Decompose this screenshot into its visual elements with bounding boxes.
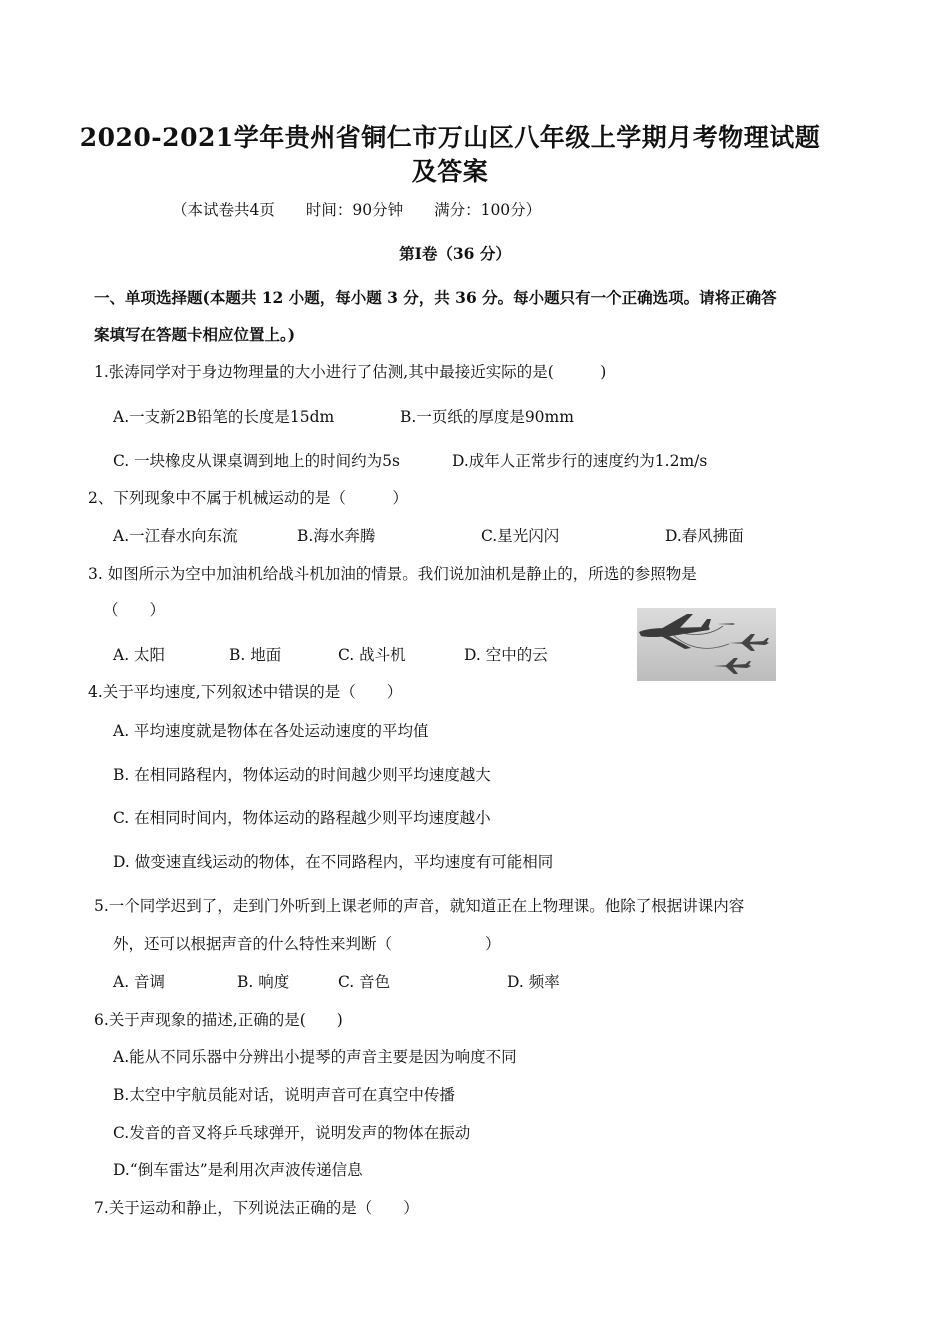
page-title-line2: 及答案 [411, 157, 489, 186]
q1-option-c: C. 一块橡皮从课桌调到地上的时间约为5s [113, 452, 400, 470]
q4-option-d: D. 做变速直线运动的物体，在不同路程内，平均速度有可能相同 [113, 853, 554, 871]
q5-option-a: A. 音调 [113, 973, 166, 991]
q1-option-b: B.一页纸的厚度是90mm [400, 408, 574, 426]
q6-option-a: A.能从不同乐器中分辨出小提琴的声音主要是因为响度不同 [113, 1048, 517, 1066]
section-instruction-line1: 一、单项选择题(本题共 12 小题，每小题 3 分，共 36 分。每小题只有一个正确选项。请将正确答 [94, 288, 777, 307]
exam-info: （本试卷共4页 时间：90分钟 满分：100分） [172, 201, 542, 219]
q5-option-c: C. 音色 [338, 973, 391, 991]
q3-stem: 3. 如图所示为空中加油机给战斗机加油的情景。我们说加油机是静止的，所选的参照物是 [88, 565, 697, 583]
q4-option-a: A. 平均速度就是物体在各处运动速度的平均值 [113, 722, 429, 740]
q1-option-d: D.成年人正常步行的速度约为1.2m/s [452, 452, 708, 470]
q1-option-a: A.一支新2B铅笔的长度是15dm [113, 408, 335, 426]
page-title-line1: 2020-2021学年贵州省铜仁市万山区八年级上学期月考物理试题 [79, 123, 821, 152]
q3-option-a: A. 太阳 [113, 646, 166, 664]
section-instruction-line2: 案填写在答题卡相应位置上。) [94, 325, 296, 344]
q4-option-b: B. 在相同路程内，物体运动的时间越少则平均速度越大 [113, 766, 491, 784]
q5-option-b: B. 响度 [237, 973, 290, 991]
q1-stem: 1.张涛同学对于身边物理量的大小进行了估测,其中最接近实际的是( ) [94, 363, 607, 381]
q2-option-d: D.春风拂面 [665, 527, 744, 545]
q6-option-b: B.太空中宇航员能对话，说明声音可在真空中传播 [113, 1086, 455, 1104]
q3-option-c: C. 战斗机 [338, 646, 406, 664]
aircraft-illustration [637, 608, 776, 681]
q2-option-c: C.星光闪闪 [481, 527, 560, 545]
q7-stem: 7.关于运动和静止，下列说法正确的是（ ） [94, 1199, 419, 1217]
q2-stem: 2、下列现象中不属于机械运动的是（ ） [88, 489, 408, 507]
q5-stem-line1: 5.一个同学迟到了，走到门外听到上课老师的声音，就知道正在上物理课。他除了根据讲课内容 [94, 897, 745, 915]
q3-option-b: B. 地面 [229, 646, 282, 664]
q5-stem-line2: 外，还可以根据声音的什么特性来判断（ ） [113, 935, 501, 953]
part-heading: 第Ⅰ卷（36 分） [399, 244, 511, 263]
q3-answer-paren: （ ） [103, 601, 166, 619]
q6-stem: 6.关于声现象的描述,正确的是( ) [94, 1011, 343, 1029]
q3-option-d: D. 空中的云 [464, 646, 548, 664]
q6-option-c: C.发音的音叉将乒乓球弹开，说明发声的物体在振动 [113, 1124, 471, 1142]
q2-option-a: A.一江春水向东流 [113, 527, 238, 545]
q2-option-b: B.海水奔腾 [297, 527, 376, 545]
aerial-refueling-figure [637, 608, 776, 681]
q4-stem: 4.关于平均速度,下列叙述中错误的是（ ） [88, 683, 403, 701]
q4-option-c: C. 在相同时间内，物体运动的路程越少则平均速度越小 [113, 809, 491, 827]
q5-option-d: D. 频率 [507, 973, 560, 991]
q6-option-d: D.“倒车雷达”是利用次声波传递信息 [113, 1161, 363, 1179]
